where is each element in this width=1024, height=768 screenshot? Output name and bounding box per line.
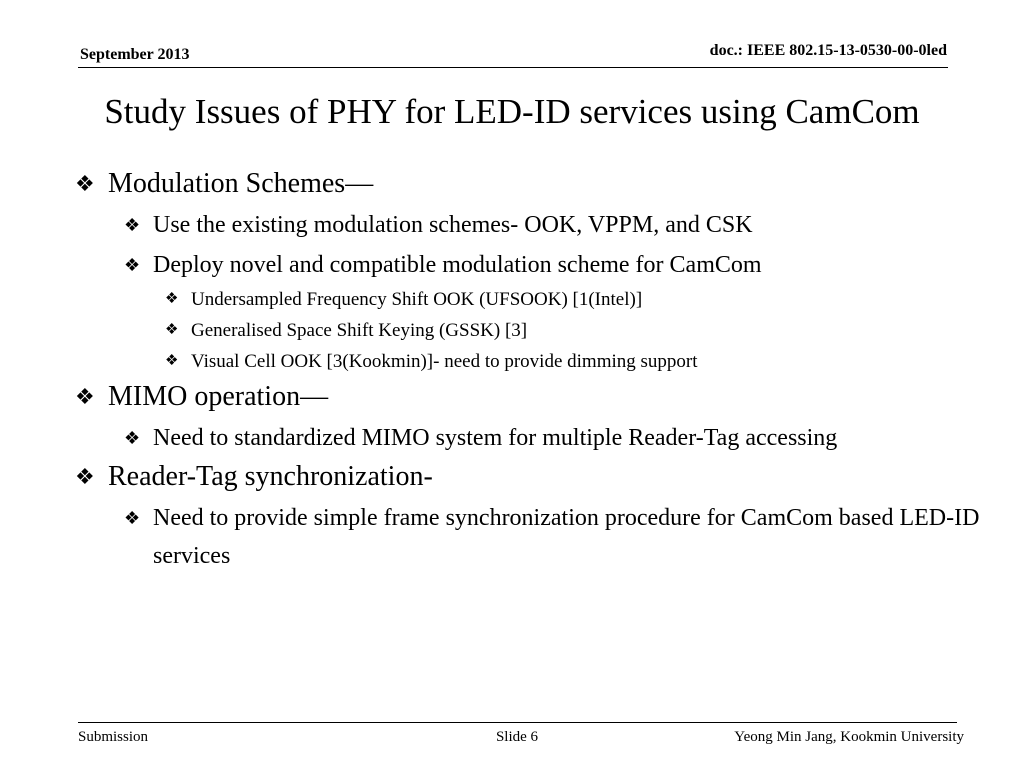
bullet-text: Generalised Space Shift Keying (GSSK) [3] xyxy=(191,320,528,341)
diamond-bullet-icon: ❖ xyxy=(165,353,179,369)
bullet-novel-modulation xyxy=(124,246,975,284)
header-divider xyxy=(78,67,948,68)
bullet-text: Deploy novel and compatible modulation scheme for CamCom xyxy=(153,252,762,278)
bullet-existing-modulation xyxy=(124,206,975,244)
bullet-text: Undersampled Frequency Shift OOK (UFSOOK) [1(Intel)] xyxy=(191,289,643,310)
bullet-visual-cell-ook xyxy=(165,346,975,377)
diamond-bullet-icon: ❖ xyxy=(75,171,95,196)
diamond-bullet-icon: ❖ xyxy=(75,384,95,409)
diamond-bullet-icon: ❖ xyxy=(124,215,141,235)
bullet-mimo-operation xyxy=(75,377,975,417)
bullet-modulation-schemes xyxy=(75,164,975,204)
bullet-label: Modulation Schemes— xyxy=(108,168,374,199)
footer-author: Yeong Min Jang, Kookmin University xyxy=(734,729,964,745)
footer-divider xyxy=(78,722,957,723)
bullet-ufsook xyxy=(165,284,975,315)
diamond-bullet-icon: ❖ xyxy=(165,322,179,338)
diamond-bullet-icon: ❖ xyxy=(124,508,141,528)
diamond-bullet-icon: ❖ xyxy=(165,291,179,307)
bullet-frame-sync xyxy=(124,499,983,575)
diamond-bullet-icon: ❖ xyxy=(75,464,95,489)
slide-title: Study Issues of PHY for LED-ID services using CamCom xyxy=(104,92,920,131)
slide-number: Slide 6 xyxy=(495,729,539,745)
bullet-text: Use the existing modulation schemes- OOK, VPPM, and CSK xyxy=(153,212,753,238)
bullet-label: MIMO operation— xyxy=(108,381,329,412)
footer-submission: Submission xyxy=(78,729,149,745)
header-date: September 2013 xyxy=(80,46,190,63)
bullet-reader-tag-sync xyxy=(75,457,975,497)
diamond-bullet-icon: ❖ xyxy=(124,255,141,275)
bullet-text: Need to standardized MIMO system for multiple Reader-Tag accessing xyxy=(153,425,838,451)
bullet-label: Reader-Tag synchronization- xyxy=(108,461,433,492)
diamond-bullet-icon: ❖ xyxy=(124,428,141,448)
document-id: doc.: IEEE 802.15-13-0530-00-0led xyxy=(709,42,947,59)
bullet-gssk xyxy=(165,315,975,346)
bullet-mimo-standardize xyxy=(124,419,975,457)
bullet-text: Visual Cell OOK [3(Kookmin)]- need to provide dimming support xyxy=(191,351,698,372)
bullet-text: Need to provide simple frame synchronization procedure for CamCom based LED-ID services xyxy=(153,505,980,569)
bullet-list xyxy=(75,164,980,575)
